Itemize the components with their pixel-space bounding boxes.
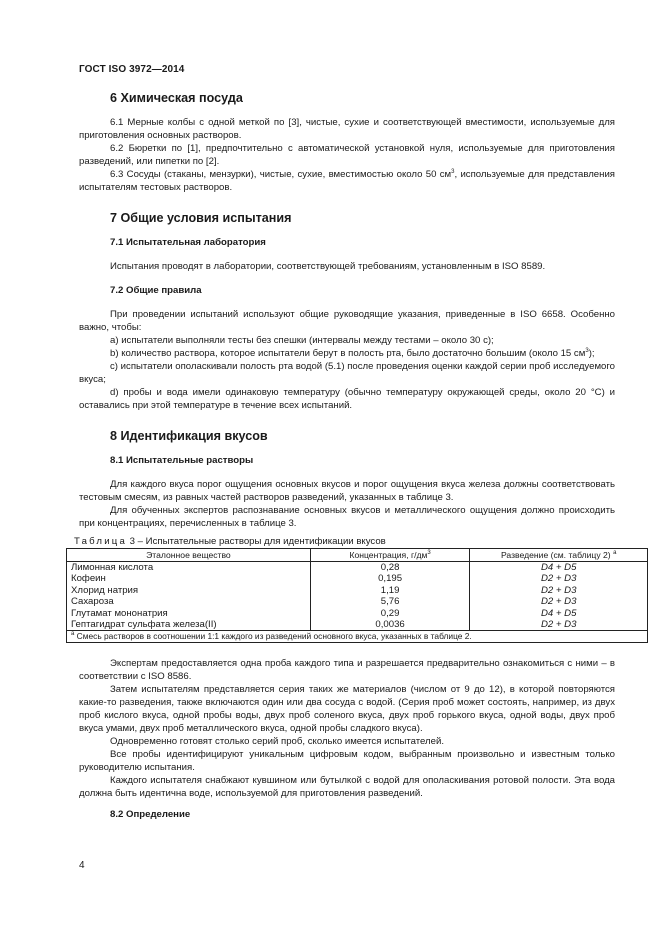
para-6-2: 6.2 Бюретки по [1], предпочтительно с автоматической установкой нуля, используемые для приготовления разведений, или пипетки по [2]. <box>79 143 615 167</box>
section-6-title: 6 Химическая посуда <box>110 91 243 105</box>
list-item-c: с) испытатели ополаскивали полость рта водой (5.1) после проведения оценки каждой серии проб исследуемого вкуса; <box>79 361 616 385</box>
list-item-a: а) испытатели выполняли тесты без спешки (интервалы между тестами – около 30 с); <box>110 335 494 346</box>
section-7-2-title: 7.2 Общие правила <box>110 285 202 296</box>
section-8-1-title: 8.1 Испытательные растворы <box>110 455 254 466</box>
para-8-1-f: Все пробы идентифицируют уникальным цифровым кодом, выбранным произвольно и известным только руководителю испытания. <box>79 749 615 774</box>
list-item-d: d) пробы и вода имели одинаковую температуру (обычно температуру окружающей среды, около 20 °C) и оставались при этой температуре в течение всех испытаний. <box>79 387 615 411</box>
section-7-1-title: 7.1 Испытательная лаборатория <box>110 237 266 248</box>
table-row: Кофеин 0,195 D2 + D3 <box>67 573 648 584</box>
table-row: Гептагидрат сульфата железа(II) 0,0036 D2 + D3 <box>67 619 648 631</box>
table-header-dilution: Разведение (см. таблицу 2) $^a$ <box>470 549 648 562</box>
table-header-substance: Эталонное вещество <box>67 549 311 562</box>
para-8-1-e: Одновременно готовят столько серий проб, сколько имеется испытателей. <box>110 736 445 748</box>
table-header-concentration: Концентрация, $г/дм^3$ <box>310 549 470 562</box>
list-item-b: b) количество раствора, которое испытатели берут в полость рта, было достаточно большим (около 15 $см^3$); <box>110 347 595 359</box>
table-row: Хлорид натрия 1,19 D2 + D3 <box>67 585 648 596</box>
para-8-1-c: Экспертам предоставляется одна проба каждого типа и разрешается предварительно ознакомиться с ними – в соответствии с ISO 8586. <box>79 658 615 683</box>
para-7-2-intro: При проведении испытаний используют общие руководящие указания, приведенные в ISO 6658. Особенно важно, чтобы: <box>79 309 615 333</box>
document-header: ГОСТ ISO 3972—2014 <box>79 64 185 75</box>
test-solutions-table <box>66 548 648 643</box>
para-8-1-g: Каждого испытателя снабжают кувшином или бутылкой с водой для ополаскивания ротовой полости. Эта вода должна быть идентична воде, используемой для приготовления разведений. <box>79 775 615 800</box>
para-8-1-b: Для обученных экспертов распознавание основных вкусов и металлического ощущения должно происходить при концентрациях, перечисленных в таблице 3. <box>79 505 615 529</box>
section-8-2-title: 8.2 Определение <box>110 809 191 821</box>
para-7-1: Испытания проводят в лаборатории, соответствующей требованиям, установленным в ISO 8589. <box>110 261 546 272</box>
para-8-1-a: Для каждого вкуса порог ощущения основных вкусов и порог ощущения вкуса железа должны соответствовать тестовым смесям, из равных частей растворов разведений, указанных в таблице 3. <box>79 479 615 503</box>
section-8-title: 8 Идентификация вкусов <box>110 429 268 443</box>
para-8-1-d: Затем испытателям представляется серия таких же материалов (числом от 9 до 12), в которой повторяются какие-то разведения, также включаются один или два сосуда с водой. (Серия проб может состоять, например, из двух проб кислого вкуса, одной пробы воды, двух проб соленого вкуса, двух проб горького вкуса, одной воды, двух проб вкуса умами, двух проб металлического вкуса, одной пробы сладкого вкуса). <box>79 684 615 735</box>
page-number: 4 <box>79 860 85 871</box>
table-row: Лимонная кислота 0,28 D4 + D5 <box>67 562 648 574</box>
table-row: Глутамат мононатрия 0,29 D4 + D5 <box>67 608 648 619</box>
section-7-title: 7 Общие условия испытания <box>110 211 292 225</box>
document-body <box>71 86 617 821</box>
table-caption: Таблица 3 – Испытательные растворы для идентификации вкусов <box>74 536 386 547</box>
para-6-3: 6.3 Сосуды (стаканы, мензурки), чистые, сухие, вместимостью около 50 $см^3$, используемые для представления испытателям тестовых растворов. <box>79 168 615 193</box>
table-row: Сахароза 5,76 D2 + D3 <box>67 596 648 607</box>
para-6-1: 6.1 Мерные колбы с одной меткой по [3], чистые, сухие и соответствующей вместимости, используемые для приготовления основных растворов. <box>79 117 615 141</box>
table-footnote: $^a$ Смесь растворов в соотношении 1:1 каждого из разведений основного вкуса, указанных в таблице 2. <box>67 631 648 643</box>
